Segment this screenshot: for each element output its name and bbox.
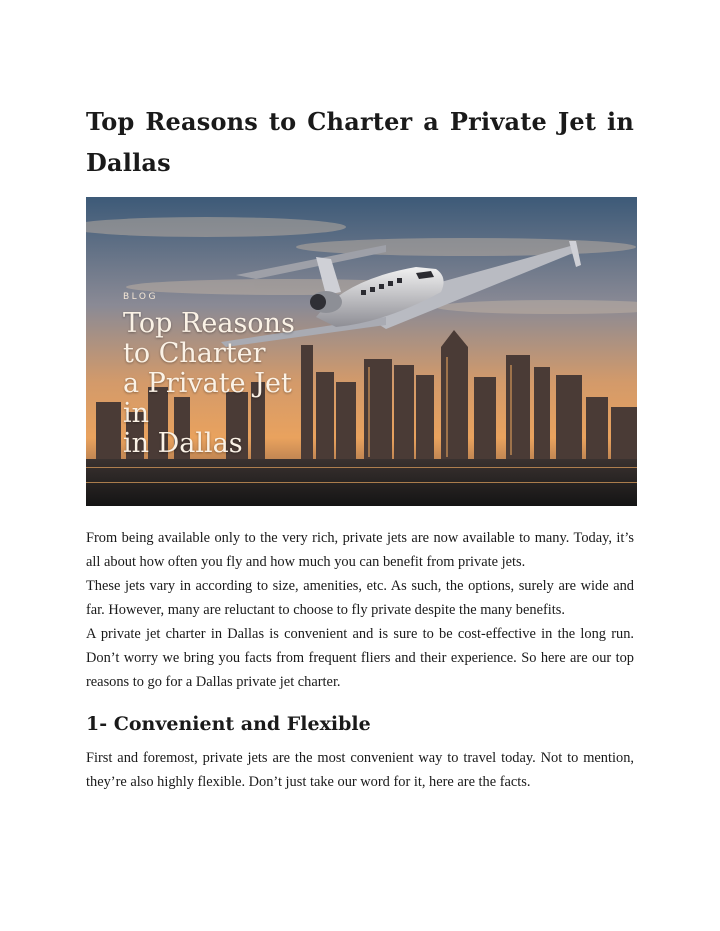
hero-title: Top Reasons to Charter a Private Jet in in Dallas [123, 308, 295, 459]
paragraph-intro-2: These jets vary in according to size, amenities, etc. As such, the options, surely are wide and far. However, many are reluctant to choose to fly private despite the many benefits. [86, 578, 634, 618]
paragraph-intro-1: From being available only to the very rich, private jets are now available to many. Today, it’s all about how often you fly and how much you can benefit from private jets. [86, 530, 634, 570]
hero-image [86, 197, 637, 506]
paragraph-intro-3: A private jet charter in Dallas is convenient and is sure to be cost-effective in the long run. Don’t worry we bring you facts from frequent fliers and their experience. So here are our top reasons to go for a Dallas private jet charter. [86, 626, 634, 690]
hero-eyebrow: BLOG [123, 292, 158, 302]
section-paragraph: First and foremost, private jets are the most convenient way to travel today. Not to mention, they’re also highly flexible. Don’t just take our word for it, here are the facts. [86, 750, 634, 790]
page-title: Top Reasons to Charter a Private Jet in Dallas [86, 107, 634, 177]
section-heading: 1- Convenient and Flexible [86, 713, 371, 735]
